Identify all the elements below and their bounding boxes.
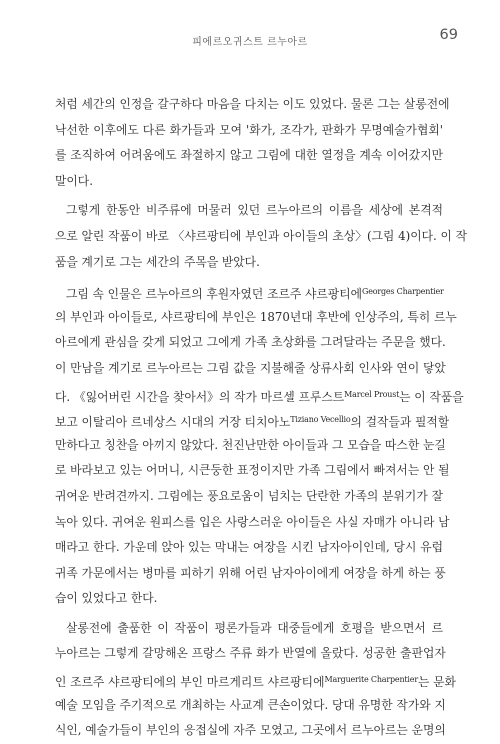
text-line: 를 조직하여 어려움에도 좌절하지 않고 그림에 대한 열정을 계속 이어갔지만 (55, 148, 443, 163)
running-title: 피에르오귀스트 르누아르 (192, 37, 308, 48)
text-line: 으로 알린 작품이 바로 〈샤르팡티에 부인과 아이들의 초상〉(그림 4)이다. 이 작 (55, 228, 468, 243)
text-line: 그림 속 인물은 르누아르의 후원자였던 조르주 샤르팡티에$^{Georges Charpentier}$ (66, 287, 444, 302)
paragraph (55, 198, 468, 275)
text-line: 녹아 있다. 귀여운 원피스를 입은 사랑스러운 아이들은 사실 자매가 아니라 남 (55, 514, 450, 529)
page-header (0, 0, 500, 60)
text-line: 누아르는 그렇게 갈망해온 프랑스 주류 화가 반열에 올랐다. 성공한 출판업자 (55, 646, 446, 661)
latin-name: Georges Charpentier (362, 287, 444, 297)
text-line: 낙선한 이후에도 다른 화가들과 모여 '화가, 조각가, 판화가 무명예술가협회' (55, 122, 443, 137)
paragraph (55, 616, 456, 744)
paragraph (55, 279, 464, 612)
body-text (55, 92, 468, 744)
text-line: 식인, 예술가들이 부인의 응접실에 자주 모였고, 그곳에서 르누아르는 운명의 (55, 723, 446, 738)
text-line: 인 조르주 샤르팡티에의 부인 마르게리트 샤르팡티에$^{Marguerite Charpentier}$는 문화 (55, 675, 456, 690)
latin-name: Marcel Proust (344, 389, 400, 399)
text-line: 말이다. (55, 173, 93, 188)
text-line: 다. 《잃어버린 시간을 찾아서》의 작가 마르셀 프루스트$^{Marcel Proust}$는 이 작품을 (55, 389, 464, 404)
text-line: 로 바라보고 있는 어머니, 시큰둥한 표정이지만 가족 그림에서 빠져서는 안 될 (55, 463, 450, 478)
text-line: 귀족 가문에서는 병마를 피하기 위해 어린 남자아이에게 여장을 하게 하는 풍 (55, 565, 446, 580)
latin-name: Tiziano Vecellio (290, 415, 351, 425)
text-line: 품을 계기로 그는 세간의 주목을 받았다. (55, 254, 260, 269)
text-line: 이 만남을 계기로 르누아르는 그림 값을 지불해줄 상류사회 인사와 연이 닿았 (55, 360, 446, 375)
paragraph (55, 92, 450, 194)
text-line: 만하다고 칭찬을 아끼지 않았다. 천진난만한 아이들과 그 모습을 따스한 눈길 (55, 437, 446, 452)
text-line: 아르에게 관심을 갖게 되었고 그에게 가족 초상화를 그려달라는 주문을 했다. (55, 335, 446, 350)
text-line: 습이 있었다고 한다. (55, 591, 158, 606)
page-number: 69 (439, 27, 458, 43)
text-line: 보고 이탈리아 르네상스 시대의 거장 티치아노$^{Tiziano Vecellio}$의 걸작들과 필적할 (55, 415, 450, 430)
latin-name: Marguerite Charpentier (324, 675, 418, 685)
text-line: 살롱전에 출품한 이 작품이 평론가들과 대중들에게 호평을 받으면서 르 (66, 620, 443, 635)
text-line: 의 부인과 아이들로, 샤르팡티에 부인은 1870년대 후반에 인상주의, 특히 르누 (55, 309, 457, 324)
text-line: 예술 모임을 주기적으로 개최하는 사교계 큰손이었다. 당대 유명한 작가와 지 (55, 697, 446, 712)
text-line: 귀여운 반려견까지. 그림에는 풍요로움이 넘치는 단란한 가족의 분위기가 잘 (55, 488, 443, 503)
text-line: 매라고 한다. 가운데 앉아 있는 막내는 여장을 시킨 남자아이인데, 당시 유럽 (55, 540, 443, 555)
text-line: 처럼 세간의 인정을 갈구하다 마음을 다치는 이도 있었다. 물론 그는 살롱전에 (55, 97, 450, 111)
text-line: 그렇게 한동안 비주류에 머물러 있던 르누아르의 이름을 세상에 본격적 (66, 203, 443, 218)
